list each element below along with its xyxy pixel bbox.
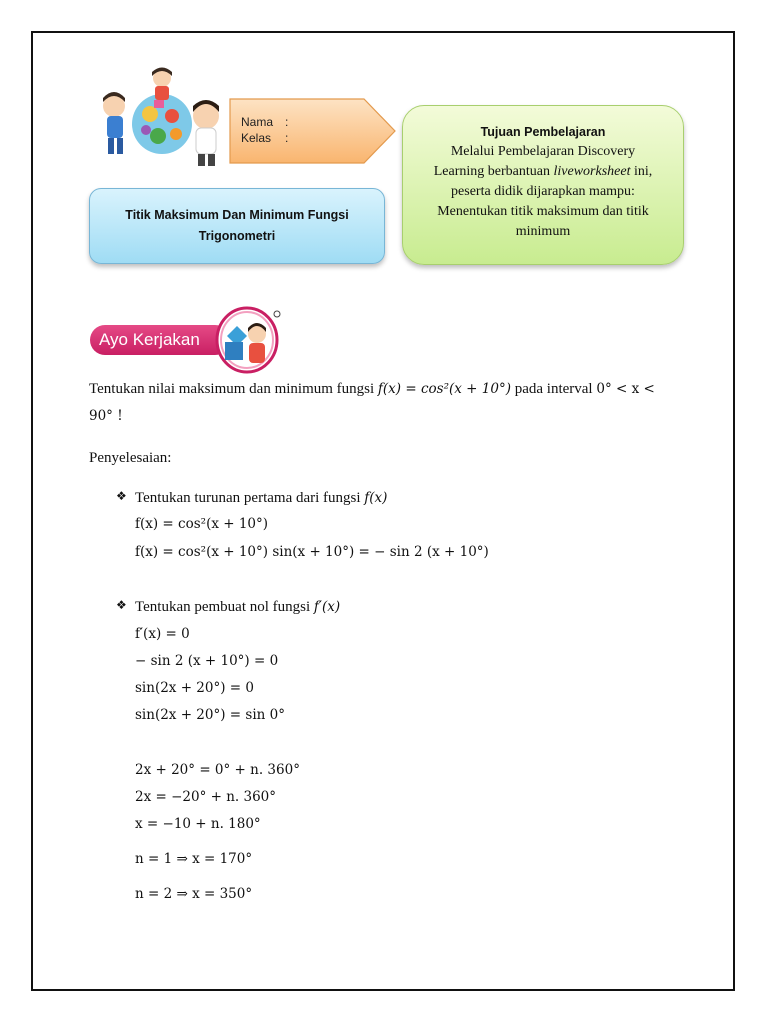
topic-title: Titik Maksimum Dan Minimum Fungsi Trigonometri	[125, 208, 349, 243]
step2-line: n = 1 ⇒ x = 170°	[135, 851, 253, 867]
learning-objective-box	[402, 105, 684, 265]
objective-text	[418, 142, 668, 242]
objective-title: Tujuan Pembelajaran	[480, 125, 606, 139]
question-interval-end: 90° !	[89, 408, 123, 424]
question-intro: Tentukan nilai maksimum dan minimum fungsi	[89, 381, 378, 397]
solution-label: Penyelesaian:	[89, 450, 172, 466]
step1-instruction: Tentukan turunan pertama dari fungsi f(x)	[135, 490, 388, 506]
question-mid: pada interval	[510, 381, 597, 397]
step2-line: f′(x) = 0	[135, 626, 190, 642]
objective-line: Menentukan titik maksimum dan titik	[437, 204, 649, 219]
question-line-2	[89, 406, 123, 426]
step2-line: x = −10 + n. 180°	[135, 816, 261, 832]
diamond-bullet-icon: ❖	[116, 489, 127, 503]
kids-illustration	[98, 66, 226, 170]
class-separator: :	[285, 131, 289, 145]
class-label: Kelas	[241, 131, 272, 145]
objective-line: Melalui Pembelajaran Discovery	[450, 144, 636, 159]
name-class-arrow	[229, 98, 397, 164]
step2-line: n = 2 ⇒ x = 350°	[135, 886, 253, 902]
step2-instruction: Tentukan pembuat nol fungsi f′(x)	[135, 599, 341, 615]
step2-line: 2x + 20° = 0° + n. 360°	[135, 762, 300, 778]
banner-label: Ayo Kerjakan	[90, 325, 230, 355]
thinking-student-emblem	[211, 306, 283, 379]
step1-line-2: f(x) = cos²(x + 10°) sin(x + 10°) = − sin 2 (x + 10°)	[135, 544, 489, 560]
question-function: f(x) = cos²(x + 10°)	[377, 381, 511, 397]
step2-line: 2x = −20° + n. 360°	[135, 789, 277, 805]
question-line-1	[89, 379, 655, 399]
step2-line: − sin 2 (x + 10°) = 0	[135, 653, 279, 669]
objective-line: peserta didik dijarapkan mampu:	[451, 184, 635, 199]
name-label: Nama	[241, 115, 274, 129]
diamond-bullet-icon: ❖	[116, 598, 127, 612]
step2-line: sin(2x + 20°) = sin 0°	[135, 707, 285, 723]
step2-line: sin(2x + 20°) = 0	[135, 680, 254, 696]
objective-line: Learning berbantuan liveworksheet ini,	[433, 164, 653, 179]
topic-title-box	[89, 188, 385, 264]
step1-line-1: f(x) = cos²(x + 10°)	[135, 516, 269, 532]
objective-line: minimum	[515, 224, 571, 239]
question-interval: 0° < x <	[596, 381, 655, 397]
ayo-kerjakan-banner	[90, 306, 290, 372]
name-separator: :	[285, 115, 289, 129]
